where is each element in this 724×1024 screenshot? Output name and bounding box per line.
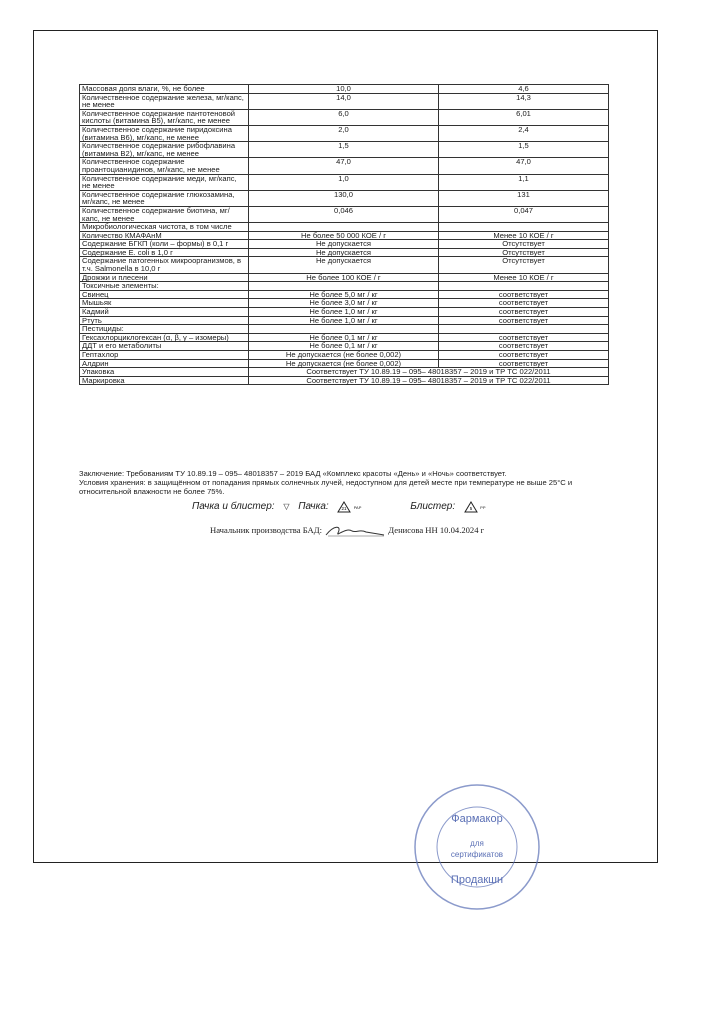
indicator-cell: Ртуть <box>80 316 249 325</box>
indicator-cell: Содержание E. coli в 1,0 г <box>80 248 249 257</box>
table-row <box>80 351 609 360</box>
result-cell: соответствует <box>439 316 609 325</box>
result-cell: 1,5 <box>439 142 609 158</box>
norm-cell: Не более 3,0 мг / кг <box>249 299 439 308</box>
table-row <box>80 174 609 190</box>
indicator-cell: ДДТ и его метаболиты <box>80 342 249 351</box>
pp-number: 5 <box>469 506 473 511</box>
result-cell: Отсутствует <box>439 257 609 273</box>
result-cell: 6,01 <box>439 109 609 125</box>
indicator-cell: Количественное содержание глюкозамина, мг/капс, не менее <box>80 190 249 206</box>
table-row <box>80 376 609 385</box>
table-row <box>80 85 609 94</box>
company-stamp <box>410 780 545 915</box>
indicator-cell: Токсичные элементы: <box>80 282 249 291</box>
result-cell: 4,6 <box>439 85 609 94</box>
result-cell: 2,4 <box>439 125 609 141</box>
handwritten-signature <box>324 523 386 539</box>
result-cell <box>439 223 609 232</box>
norm-cell: Не допускается (не более 0,002) <box>249 351 439 360</box>
pap-recycle-icon <box>337 501 361 513</box>
result-cell: 14,3 <box>439 93 609 109</box>
indicator-cell: Мышьяк <box>80 299 249 308</box>
blister-label: Блистер: <box>410 501 456 513</box>
result-cell: 47,0 <box>439 158 609 174</box>
norm-cell: 47,0 <box>249 158 439 174</box>
table-row <box>80 368 609 377</box>
indicator-cell: Упаковка <box>80 368 249 377</box>
table-row <box>80 223 609 232</box>
indicator-cell: Гексахлорциклогексан (α, β, γ – изомеры) <box>80 333 249 342</box>
table-row <box>80 316 609 325</box>
norm-cell: Не более 0,1 мг / кг <box>249 342 439 351</box>
signature-position: Начальник производства БАД: <box>210 524 322 535</box>
stamp-company: Фармакор <box>451 813 503 825</box>
indicator-cell: Количественное содержание рибофлавина (витамина В2), мг/капс, не менее <box>80 142 249 158</box>
packaging-symbols <box>192 501 512 513</box>
norm-cell: 6,0 <box>249 109 439 125</box>
pack-and-blister-label: Пачка и блистер: <box>192 501 275 513</box>
norm-cell: 2,0 <box>249 125 439 141</box>
norm-cell: Не допускается (не более 0,002) <box>249 359 439 368</box>
result-cell: Менее 10 КОЕ / г <box>439 231 609 240</box>
result-cell: соответствует <box>439 308 609 317</box>
norm-cell: Не более 100 КОЕ / г <box>249 273 439 282</box>
conclusion-text: Заключение: Требованиям ТУ 10.89.19 – 095– 48018357 – 2019 БАД «Комплекс красоты «День» и «Ночь» соответствует. <box>79 469 507 478</box>
result-cell: соответствует <box>439 299 609 308</box>
norm-cell: Не более 0,1 мг / кг <box>249 333 439 342</box>
norm-cell: 0,046 <box>249 206 439 222</box>
indicator-cell: Алдрин <box>80 359 249 368</box>
table-row <box>80 109 609 125</box>
stamp-bottom-text: Продакшн <box>450 874 504 886</box>
norm-cell: Соответствует ТУ 10.89.19 – 095– 48018357 – 2019 и ТР ТС 022/2011 <box>249 368 609 377</box>
indicator-cell: Количественное содержание проантоцианидинов, мг/капс, не менее <box>80 158 249 174</box>
result-cell: 0,047 <box>439 206 609 222</box>
result-cell: Отсутствует <box>439 248 609 257</box>
indicator-cell: Гептахлор <box>80 351 249 360</box>
indicator-cell: Количество КМАФАнМ <box>80 231 249 240</box>
indicator-cell: Массовая доля влаги, %, не более <box>80 85 249 94</box>
result-cell: 1,1 <box>439 174 609 190</box>
pap-number: 21 <box>341 506 347 511</box>
indicator-cell: Содержание патогенных микроорганизмов, в т.ч. Salmonella в 10,0 г <box>80 257 249 273</box>
norm-cell: Не более 1,0 мг / кг <box>249 308 439 317</box>
indicator-cell: Количественное содержание пантотеновой кислоты (витамина В5), мг/капс, не менее <box>80 109 249 125</box>
result-cell: Отсутствует <box>439 240 609 249</box>
norm-cell: 1,5 <box>249 142 439 158</box>
norm-cell: 10,0 <box>249 85 439 94</box>
table-row <box>80 257 609 273</box>
result-cell: 131 <box>439 190 609 206</box>
table-row <box>80 206 609 222</box>
table-row <box>80 142 609 158</box>
result-cell: соответствует <box>439 359 609 368</box>
pp-recycle-icon <box>464 501 486 513</box>
indicator-cell: Количественное содержание железа, мг/капс, не менее <box>80 93 249 109</box>
norm-cell: 130,0 <box>249 190 439 206</box>
table-row <box>80 93 609 109</box>
result-cell: соответствует <box>439 333 609 342</box>
indicator-cell: Содержание БГКП (коли – формы) в 0,1 г <box>80 240 249 249</box>
indicator-cell: Количественное содержание пиридоксина (витамина В6), мг/капс, не менее <box>80 125 249 141</box>
table-row <box>80 158 609 174</box>
result-cell: соответствует <box>439 290 609 299</box>
indicator-cell: Микробиологическая чистота, в том числе <box>80 223 249 232</box>
table-row <box>80 190 609 206</box>
indicator-cell: Количественное содержание меди, мг/капс, не менее <box>80 174 249 190</box>
drop-icon: ▽ <box>283 502 290 512</box>
pack-label: Пачка: <box>298 501 329 513</box>
indicator-cell: Пестициды: <box>80 325 249 334</box>
storage-conditions: Условия хранения: в защищённом от попадания прямых солнечных лучей, недоступном для детей месте при температуре не выше 25°С и относительной влажности не более 75%. <box>79 478 573 497</box>
norm-cell: Не более 5,0 мг / кг <box>249 290 439 299</box>
pap-code: PAP <box>353 505 362 511</box>
indicator-cell: Кадмий <box>80 308 249 317</box>
stamp-label-1: для <box>470 839 484 848</box>
table-row <box>80 273 609 282</box>
indicator-cell: Свинец <box>80 290 249 299</box>
norm-cell: 1,0 <box>249 174 439 190</box>
result-cell: соответствует <box>439 351 609 360</box>
table-row <box>80 125 609 141</box>
norm-cell: Не допускается <box>249 257 439 273</box>
norm-cell: 14,0 <box>249 93 439 109</box>
norm-cell: Не более 50 000 КОЕ / г <box>249 231 439 240</box>
norm-cell: Не более 1,0 мг / кг <box>249 316 439 325</box>
signature-line <box>210 523 550 539</box>
signature-name-date: Денисова НН 10.04.2024 г <box>388 524 485 535</box>
norm-cell: Не допускается <box>249 248 439 257</box>
result-cell: соответствует <box>439 342 609 351</box>
result-cell: Менее 10 КОЕ / г <box>439 273 609 282</box>
conclusion-block <box>79 469 619 497</box>
norm-cell: Соответствует ТУ 10.89.19 – 095– 48018357 – 2019 и ТР ТС 022/2011 <box>249 376 609 385</box>
indicator-cell: Маркировка <box>80 376 249 385</box>
norm-cell <box>249 223 439 232</box>
indicator-cell: Количественное содержание биотина, мг/капс, не менее <box>80 206 249 222</box>
specification-table <box>79 84 609 385</box>
pp-code: PP <box>480 505 486 511</box>
table-row <box>80 308 609 317</box>
norm-cell: Не допускается <box>249 240 439 249</box>
indicator-cell: Дрожжи и плесени <box>80 273 249 282</box>
stamp-label-2: сертификатов <box>450 850 504 859</box>
